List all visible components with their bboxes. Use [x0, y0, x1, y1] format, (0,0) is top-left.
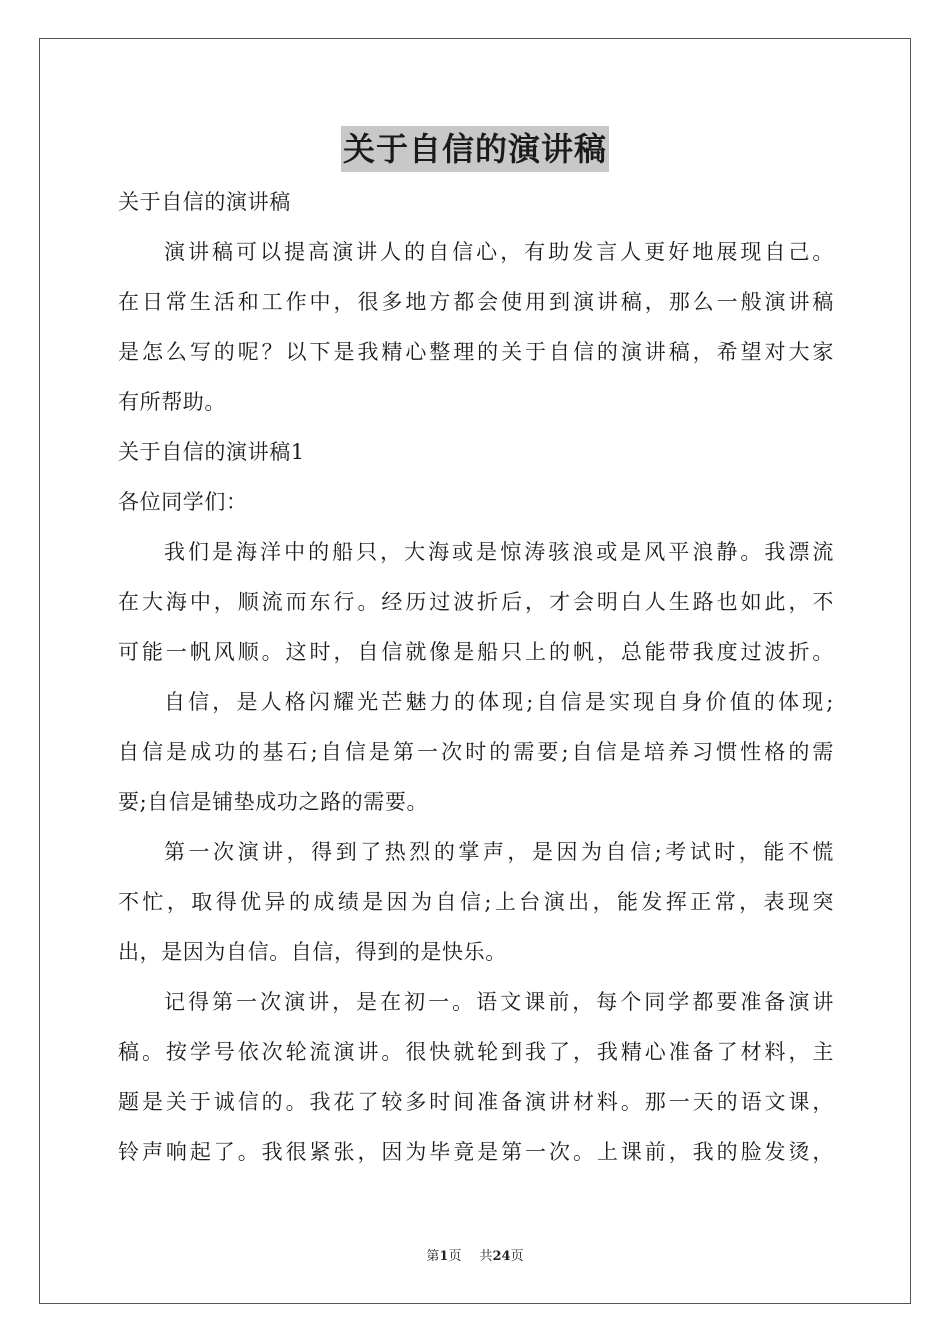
document-title: 关于自信的演讲稿	[341, 126, 609, 172]
text-line: 出，是因为自信。自信，得到的是快乐。	[118, 940, 507, 964]
text-line: 自信，是人格闪耀光芒魅力的体现;自信是实现自身价值的体现;	[164, 690, 834, 714]
text-line: 是怎么写的呢？以下是我精心整理的关于自信的演讲稿，希望对大家	[118, 340, 834, 364]
text-line: 演讲稿可以提高演讲人的自信心，有助发言人更好地展现自己。	[164, 240, 834, 264]
page-total-count: 24	[492, 1249, 511, 1264]
text-line: 不忙，取得优异的成绩是因为自信;上台演出，能发挥正常，表现突	[118, 890, 834, 914]
text-line: 第一次演讲，得到了热烈的掌声，是因为自信;考试时，能不慌	[164, 840, 834, 864]
text-line: 在大海中，顺流而东行。经历过波折后，才会明白人生路也如此，不	[118, 590, 834, 614]
text-line: 关于自信的演讲稿	[118, 190, 291, 214]
text-line: 有所帮助。	[118, 390, 226, 414]
document-body	[118, 177, 834, 1177]
title-container	[0, 126, 950, 172]
page-total-suffix: 页	[510, 1249, 524, 1264]
text-line: 各位同学们：	[118, 490, 248, 514]
text-line: 稿。按学号依次轮流演讲。很快就轮到我了，我精心准备了材料，主	[118, 1040, 834, 1064]
page-number-prefix: 第	[426, 1249, 440, 1264]
text-line: 铃声响起了。我很紧张，因为毕竟是第一次。上课前，我的脸发烫，	[118, 1140, 834, 1164]
text-line: 我们是海洋中的船只，大海或是惊涛骇浪或是风平浪静。我漂流	[164, 540, 834, 564]
text-line: 在日常生活和工作中，很多地方都会使用到演讲稿，那么一般演讲稿	[118, 290, 834, 314]
page-number-current: 1	[439, 1249, 449, 1264]
text-line: 题是关于诚信的。我花了较多时间准备演讲材料。那一天的语文课，	[118, 1090, 834, 1114]
page-footer	[0, 1247, 950, 1267]
text-line: 可能一帆风顺。这时，自信就像是船只上的帆，总能带我度过波折。	[118, 640, 834, 664]
text-line: 关于自信的演讲稿1	[118, 440, 305, 464]
text-line: 要;自信是铺垫成功之路的需要。	[118, 790, 429, 814]
page-number-suffix: 页	[448, 1249, 462, 1264]
text-line: 记得第一次演讲，是在初一。语文课前，每个同学都要准备演讲	[164, 990, 834, 1014]
page-total-prefix: 共	[479, 1249, 493, 1264]
text-line: 自信是成功的基石;自信是第一次时的需要;自信是培养习惯性格的需	[118, 740, 834, 764]
